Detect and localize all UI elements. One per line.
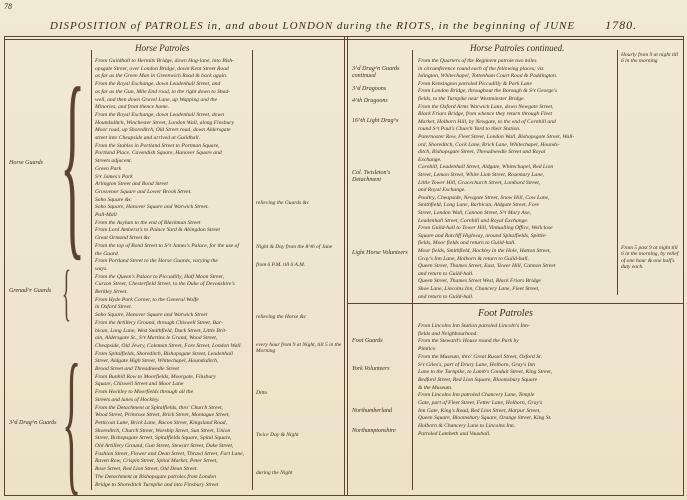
patrol-line: From the Queen's Palace to Piccadilly, Half Moon Street, <box>95 273 225 280</box>
patrol-line: From the Steward's House round the Park by <box>418 338 519 345</box>
patrol-line: Berkley Street. <box>95 289 128 295</box>
right-note: Hourly from 9 at night till 6 in the morning <box>621 52 679 65</box>
right-border <box>683 36 684 496</box>
left-note: Twice Day & Night <box>256 432 299 438</box>
patrol-line: Square and Ratcliff Highway, around Spitalfields, Spittle- <box>418 232 547 239</box>
patrol-line: fields, to the Turnpike near Westminster Bridge. <box>418 96 525 102</box>
patrol-line: Square, Chiswell Street and Moor Lane <box>95 381 184 388</box>
page-number: 78 <box>4 2 12 11</box>
unit-label: Foot Guards <box>352 338 383 344</box>
patrol-line: Paternoster Row, Fleet Street, London Wall, Bishopsgate Street, Wall- <box>418 134 575 140</box>
unit-label: Northumberland <box>352 408 393 414</box>
patrol-line: From Spitalfields, Shoreditch, Bishopsgate Street, Leadenhall <box>95 350 233 357</box>
bottom-border <box>4 495 684 496</box>
group-label: Horse Guards <box>9 160 43 166</box>
patrol-line: The Detachment at Bishopsgate patroles from London <box>95 473 217 480</box>
patrol-line: Market, Holborn Hill, by Newgate, to the end of Cornhill and <box>418 118 556 125</box>
patrol-line: Gate, part of Fleet Street, Fetter Lane, Holborn, Gray's <box>418 400 543 406</box>
patrol-line: Petticoat Lane, Brick Lane, Bacon Street, Kingsland Road, <box>95 419 228 426</box>
patrol-line: Exchange. <box>418 156 442 163</box>
right-note-rule <box>617 50 618 295</box>
patrol-line: Streets and lanes of Hockley. <box>95 396 160 403</box>
left-note: from 6 P.M. till 6 A.M. <box>256 262 306 268</box>
left-note: during the Night <box>256 470 293 476</box>
unit-label: 16^th Light Drag^s <box>352 118 399 124</box>
patrol-line: Pimlico <box>418 346 436 353</box>
patrol-line: Old Artillery Ground, Gun Street, Stewart Street, Duke Street, <box>95 443 234 449</box>
patrol-line: Black Friars Bridge, from whence they return through Fleet <box>418 111 553 118</box>
patrol-line: Patroled Lambeth and Vauxhall. <box>418 430 491 437</box>
patrol-line: From Hockley to Moorfields through all the <box>95 389 194 396</box>
patrol-line: From the Oxford Arms Warwick Lane, down Newgate Street, <box>418 103 554 110</box>
patrol-line: Gray's Inn Lane, Holborn & return to Guild-hall. <box>418 255 529 262</box>
patrol-line: & the Museum. <box>418 384 453 391</box>
patrol-line: Little Tower Hill, Gracechurch Street, Lombard Street, <box>418 179 541 186</box>
left-note: Ditto <box>256 390 268 396</box>
patrol-line: Curzon Street, Chesterfield Street, to the Duke of Devonshire's <box>95 281 235 288</box>
left-note: Night & Day from the 8^th of June <box>256 244 333 250</box>
group-brace: { <box>62 331 82 500</box>
left-note: relieving the Horse &c <box>256 314 307 320</box>
patrol-line: Moor fields, Smithfield, Hockley in the Hole, Hatton Street, <box>418 248 551 254</box>
patrol-line: Broad Street and Threadneedle Street <box>95 366 179 372</box>
patrol-line: ways. <box>95 265 108 272</box>
patrol-line: Shoreditch, Church Street, Worship Street, Sun Street, Union <box>95 427 231 434</box>
left-note: every hour from 9 at Night, till 5 in the Morning <box>256 342 342 355</box>
foot-section-rule <box>348 303 683 304</box>
patrol-line: From Bunhill Row to Moorfields, Moorgate, Finsbury <box>95 373 216 380</box>
page-title: DISPOSITION of PATROLES in, and about LONDON during the RIOTS, in the beginning of JUNE 1780. <box>49 18 638 32</box>
patrol-line: Poultry, Cheapside, Newgate Street, Snow Hill, Cow Lane, <box>418 194 550 201</box>
patrol-line: and return to Guild-hall. <box>418 293 474 300</box>
patrol-line: From Lincolns Inn Station patroled Lincoln's Inn- <box>418 323 530 329</box>
patrol-line: Fashion Street, Flower and Dean Street, Thrawl Street, Fort Lane, <box>95 450 244 457</box>
group-label: Grenad^r Guards <box>9 288 52 294</box>
unit-label: 4^th Dragoons <box>352 98 388 104</box>
patrol-line: From the Royal Exchange, down Leadenhall Street, and <box>95 81 221 88</box>
patrol-line: Bridge to Shoreditch Turnpike and into Finsbury Street <box>95 481 219 488</box>
patrol-line: From the Detachment at Spitalfields, thro' Church Street, <box>95 404 223 411</box>
patrol-line: Raven Row, Crispin Street, Spital Market, Peter Street, <box>95 458 218 465</box>
group-label: 3^d Drag^n Guards <box>9 420 57 426</box>
patrol-line: Streets adjacent. <box>95 158 133 165</box>
right-heading: Horse Patroles continued. <box>470 43 565 53</box>
patrol-line: the Guard. <box>95 250 120 257</box>
patrol-line: Moor road, up Shoreditch, Old Street road, down Aldersgate <box>95 127 231 134</box>
patrol-line: From Guildhall to Hermits Bridge, down Hog-lane, into Bish- <box>95 58 235 64</box>
patrol-line: From Lord Amherst's to Palace Yard & Abingdon Street <box>95 227 220 234</box>
patrol-line: well, and then down Gravel Lane, up Wapping and the <box>95 96 218 103</box>
patrol-line: From the Artillery Ground, through Chiswell Street, Bar- <box>95 319 223 326</box>
patrol-line: Soho Square, Hanover Square and Warwick Street <box>95 312 208 319</box>
group-brace: { <box>62 259 71 327</box>
patrol-line: in circumference round each of the following places; viz <box>418 65 544 72</box>
patrol-line: Houndsditch, Winchester Street, London Wall, along Finsbury <box>95 119 234 126</box>
left-number-rule <box>91 50 92 490</box>
patrol-line: From Portland Street to the Horse Guards, varying the <box>95 258 218 265</box>
patrol-line: From London Bridge, throughout the Borough & S^t George's <box>418 88 557 95</box>
patrol-line: From the Stables in Portland Street to Portman Square, <box>95 142 220 149</box>
patrol-line: Queen Square, Bloomsbury Square, Orange Street, King St. <box>418 415 552 422</box>
patrol-line: Rose Street, Red Lion Street, Old Dean Street. <box>95 466 198 473</box>
unit-label: Col. Twisleton's Detachment <box>352 170 391 183</box>
patrol-line: From the Museum, thro' Great Russel Street, Oxford St. <box>418 353 542 360</box>
patrol-line: Arlington Street and Bond Street <box>95 181 168 188</box>
patrol-line: Queen Street, Thames Street West, Black Friars Bridge <box>418 278 541 285</box>
patrol-line: ditch, Bishopsgate Street, Threadneedle Street and Royal <box>418 149 546 156</box>
patrol-line: Grosvenor Square and Lower Brook Street. <box>95 188 192 195</box>
patrol-line: bican, Long Lane, West Smithfield, Duck Street, Little Brit- <box>95 327 227 334</box>
patrol-line: S^t Giles's, part of Drury Lane, Holborn, Gray's Inn <box>418 361 536 368</box>
patrol-line: opsgate Street, over London Bridge, down Kent Street Road <box>95 65 229 72</box>
patrol-line: Lane to the Turnpike, to Lamb's Conduit Street, King Street, <box>418 369 553 376</box>
patrol-line: Smithfield, Long Lane, Barbican, Aldgate Street, Fore <box>418 202 539 209</box>
left-border <box>4 36 5 496</box>
patrol-line: From the top of Bond Street to S^t James's Palace, for the use of <box>95 242 239 249</box>
patrol-line: Islington, Whitechapel, Tottenham Court Road & Paddington. <box>418 73 558 80</box>
right-note: From 5 past 9 at night till 6 in the morning, by relief of one hour & one half's duty each. <box>621 245 679 271</box>
patrol-line: Shoe Lane, Lincolns Inn, Chancery Lane, Fleet Street, <box>418 286 540 292</box>
patrol-line: Holborn & Chancery Lane to Lincolns Inn. <box>418 423 516 430</box>
title-year: 1780. <box>605 18 638 32</box>
center-divider <box>344 36 345 496</box>
patrol-line: Portland Place, Cavendish Square, Hanover Square and <box>95 150 222 157</box>
patrol-line: as far as the Gun, Mile End road, to the right down to Shad- <box>95 88 231 95</box>
patrol-line: Street, London Wall, Cannon Street, S^t Mary Axe, <box>418 210 532 216</box>
patrol-line: Street, Bishopsgate Street, Spitalfields Square, Spital Square, <box>95 435 232 442</box>
patrol-line: Leadenhall Street, Cornhill and Royal Exchange. <box>418 217 529 224</box>
unit-label: York Volunteers <box>352 366 390 372</box>
patrol-line: From the Quarters of the Regiment patrole two miles <box>418 58 537 64</box>
patrol-line: Green Park <box>95 165 122 172</box>
patrol-line: Soho Square &c <box>95 196 132 203</box>
unit-label: 3^d Drag^n Guards continued <box>352 66 400 79</box>
patrol-line: Queen Street, Thames Street, East, Tower Hill, Cannon Street <box>418 263 556 270</box>
patrol-line: street into Cheapside and arrived at Guildhall. <box>95 135 200 141</box>
patrol-line: Pall-Mall <box>95 212 117 218</box>
patrol-line: From Kensington patroled Piccadilly & Park Lane <box>418 80 532 87</box>
patrol-line: fields, Moor fields and return to Guild-hall. <box>418 240 516 247</box>
foot-patroles-heading: Foot Patroles <box>478 308 533 319</box>
patrol-line: Soho Square, Hanover Square and Warwick Street. <box>95 204 209 211</box>
patrol-line: From the Royal Exchange, down Leadenhall Street, down <box>95 111 224 118</box>
patrol-line: in Oxford Street. <box>95 304 133 311</box>
patrol-line: and Royal Exchange. <box>418 187 466 194</box>
patrol-line: Wood Street, Primrose Street, Brick Street, Montague Street, <box>95 412 230 419</box>
patrol-line: Street, Aldgate High Street, Whitechapel, Houndsditch, <box>95 358 219 365</box>
center-divider-double <box>347 36 348 496</box>
patrol-line: as far as the Green Man in Greenwich Road & back again. <box>95 73 228 80</box>
right-number-rule <box>412 50 413 490</box>
group-brace: { <box>60 46 86 278</box>
left-note-rule <box>252 50 253 490</box>
left-heading: Horse Patroles <box>135 43 190 53</box>
patrol-line: round S^t Paul's Church Yard to their Station. <box>418 126 521 133</box>
patrol-line: From Hyde Park Corner, to the General Wolfe <box>95 296 199 303</box>
patrol-line: and return to Guild-hall. <box>418 270 474 277</box>
patrol-line: From Guild-hall to Tower Hill, Vintualling Office, Wellclose <box>418 225 553 232</box>
patrol-line: Cornhill, Leadenhall Street, Aldgate, Whitechapel, Red Lion <box>418 164 554 171</box>
patrol-line: Great Ormond Street &c <box>95 235 151 242</box>
patrol-line: Bedford Street, Red Lion Square, Bloomsbury Square <box>418 376 538 383</box>
patrol-line: From the Asylum to the end of Blackman Street <box>95 219 201 226</box>
patrol-line: Inn Gate, King's Road, Red Lion Street, Harpur Street, <box>418 407 541 414</box>
patrol-line: Street, Lemon Street, White Lion Street, Rosemary Lane, <box>418 172 544 178</box>
patrol-line: From Lincolns Inn patroled Chancery Lane, Temple <box>418 392 535 399</box>
unit-label: Light Horse Volunteers <box>352 250 408 256</box>
unit-label: Northamptonshire <box>352 428 396 434</box>
patrol-line: Cheapside, Old Jewry, Coleman Street, Fore Street, London Wall. <box>95 342 242 349</box>
patrol-line: ord, Shoreditch, Cock Lane, Brick Lane, Whitechapel, Hounds- <box>418 141 560 148</box>
patrol-line: S^t James's Park <box>95 173 133 180</box>
patrol-line: fields and Neighbourhood. <box>418 330 478 337</box>
patrol-line: Minories, and from thence home. <box>95 104 170 111</box>
patrol-line: ain, Aldersgate St., S^t Martins le Grand, Wood Street, <box>95 335 218 342</box>
left-note: relieving the Guards &c <box>256 200 310 206</box>
unit-label: 3^d Dragoons <box>352 86 387 92</box>
